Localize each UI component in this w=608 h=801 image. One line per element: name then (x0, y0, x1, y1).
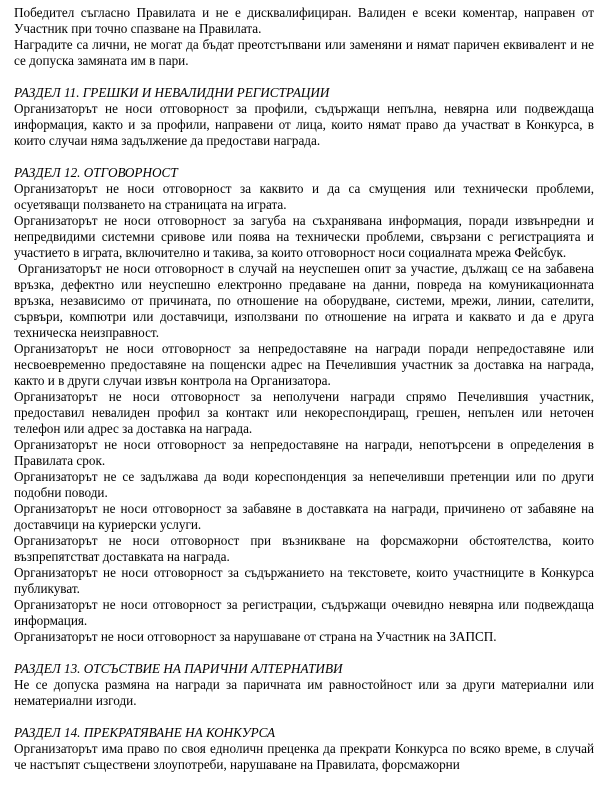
section-14-heading: РАЗДЕЛ 14. ПРЕКРАТЯВАНЕ НА КОНКУРСА (14, 725, 276, 740)
section-12-paragraph-8: Организаторът не носи отговорност за забавяне в доставката на награди, причинено от забавяне на доставчици на куриерски услуги. (14, 501, 594, 532)
section-14 (14, 725, 594, 773)
section-12-paragraph-1: Организаторът не носи отговорност за каквито и да са смущения или технически проблеми, осуетяващи ползването на страницата на играта. (14, 181, 594, 212)
intro-paragraph-1: Победител съгласно Правилата и не е дисквалифициран. Валиден е всеки коментар, направен от Участник при точно спазване на Правилата. (14, 5, 594, 36)
section-12-paragraph-6: Организаторът не носи отговорност за непредоставяне на награди, непотърсени в определения в Правилата срок. (14, 437, 594, 468)
section-12 (14, 165, 594, 645)
section-11-heading: РАЗДЕЛ 11. ГРЕШКИ И НЕВАЛИДНИ РЕГИСТРАЦИИ (14, 85, 330, 100)
section-14-paragraph-1: Организаторът има право по своя едноличн преценка да прекрати Конкурса по всяко време, в случай че настъпят съществени злоупотреби, нарушаване на Правилата, форсмажорни (14, 741, 594, 772)
section-13 (14, 661, 594, 709)
section-12-paragraph-7: Организаторът не се задължава да води кореспонденция за непечеливши претенции или по други подобни поводи. (14, 469, 594, 500)
section-12-paragraph-2: Организаторът не носи отговорност за загуба на съхранявана информация, поради извънредни и непредвидими системни сривове или поява на технически проблеми, свързани с регистрацията и участието в играта, включително и такива, за които отговорност носи социалната мрежа Фейсбук. (14, 213, 594, 260)
section-12-heading: РАЗДЕЛ 12. ОТГОВОРНОСТ (14, 165, 178, 180)
section-12-paragraph-5: Организаторът не носи отговорност за неполучени награди спрямо Печелившия участник, предоставил невалиден профил за контакт или некореспондиращ, грешен, непълен или неточен телефон или адрес за доставка на награда. (14, 389, 594, 436)
section-12-paragraph-4: Организаторът не носи отговорност за непредоставяне на награди поради непредоставяне или несвоевременно предоставяне на пощенски адрес на Печелившия участник за доставка на награда, както и в други случаи извън контрола на Организатора. (14, 341, 594, 388)
section-13-heading: РАЗДЕЛ 13. ОТСЪСТВИЕ НА ПАРИЧНИ АЛТЕРНАТИВИ (14, 661, 343, 676)
spacer (14, 645, 594, 661)
section-12-paragraph-10: Организаторът не носи отговорност за съдържанието на текстовете, които участниците в Конкурса публикуват. (14, 565, 594, 596)
intro-paragraph-2: Наградите са лични, не могат да бъдат преотстъпвани или заменяни и нямат паричен еквивалент и не се допуска замяната им в пари. (14, 37, 594, 68)
section-12-paragraph-9: Организаторът не носи отговорност при възникване на форсмажорни обстоятелства, които възпрепятстват доставката на награда. (14, 533, 594, 564)
section-13-paragraph-1: Не се допуска размяна на награди за паричната им равностойност или за други материални или нематериални изгоди. (14, 677, 594, 708)
intro-block (14, 5, 594, 69)
section-11-paragraph-1: Организаторът не носи отговорност за профили, съдържащи непълна, невярна или подвеждаща информация, както и за профили, направени от лица, които нямат право да участват в Конкурса, в които случаи няма задължение да предостави награда. (14, 101, 594, 148)
spacer (14, 69, 594, 85)
section-12-paragraph-12: Организаторът не носи отговорност за нарушаване от страна на Участник на ЗАПСП. (14, 629, 497, 644)
section-12-paragraph-3: Организаторът не носи отговорност в случай на неуспешен опит за участие, дължащ се на забавена връзка, дефектно или неуспешно електронно предаване на данни, повреда на комуникационната връзка, независимо от причината, по отношение на оборудване, системи, мрежи, линии, сателити, сървъри, компютри или доставчици, използвани по отношение на играта и каквато и да е друга техническа неизправност. (14, 261, 594, 340)
spacer (14, 709, 594, 725)
section-11 (14, 85, 594, 149)
spacer (14, 149, 594, 165)
section-12-paragraph-11: Организаторът не носи отговорност за регистрации, съдържащи очевидно невярна или подвеждаща информация. (14, 597, 594, 628)
